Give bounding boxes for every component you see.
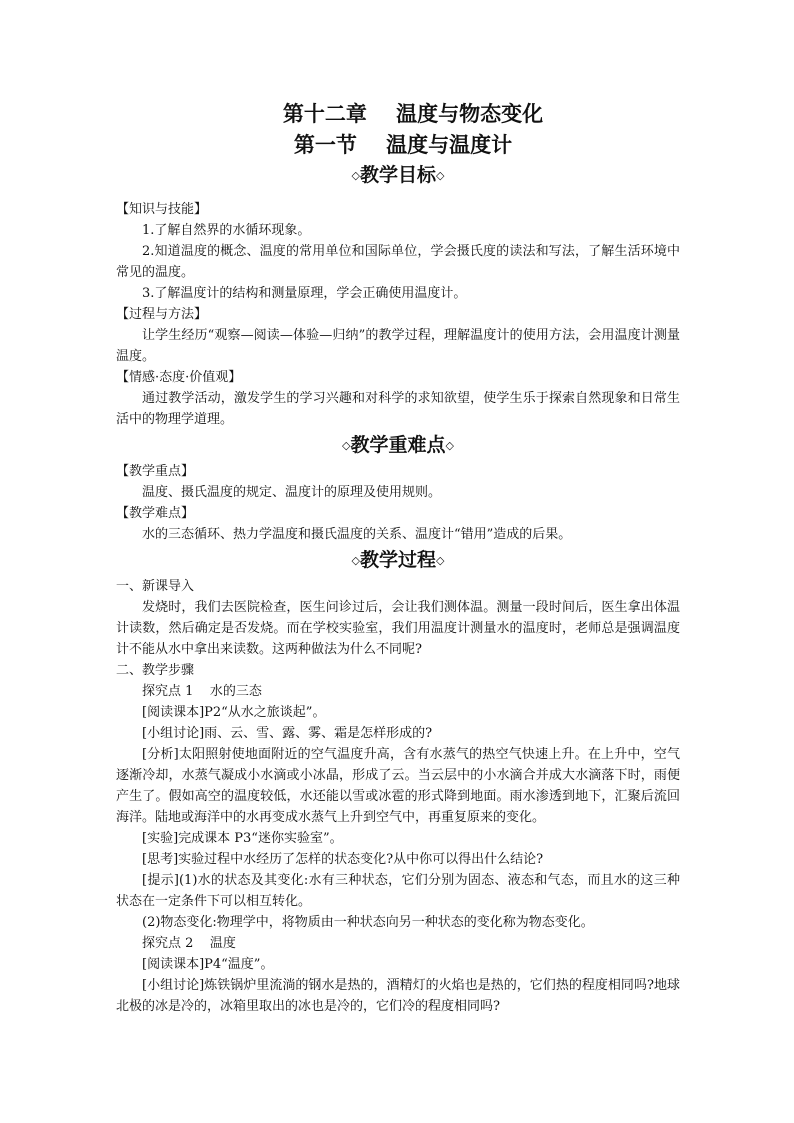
step-paragraph: [小组讨论]炼铁锅炉里流淌的钢水是热的，酒精灯的火焰也是热的，它们热的程度相同吗?地球北极的冰是冷的，冰箱里取出的冰也是冷的，它们冷的程度相同吗? — [116, 978, 680, 1014]
intro-label: 一、新课导入 — [116, 579, 195, 594]
step-paragraph: 探究点 2 温度 — [142, 936, 236, 951]
emotion-text: 通过教学活动，激发学生的学习兴趣和对科学的求知欲望，使学生乐于探索自然现象和日常生活中的物理学道理。 — [116, 391, 680, 427]
process-method-text: 让学生经历“观察—阅读—体验—归纳”的教学过程，理解温度计的使用方法，会用温度计测量温度。 — [116, 328, 680, 364]
section-title: 第一节 温度与温度计 — [293, 132, 513, 157]
intro-text: 发烧时，我们去医院检查，医生问诊过后，会让我们测体温。测量一段时间后，医生拿出体温计读数，然后确定是否发烧。而在学校实验室，我们用温度计测量水的温度时，老师总是强调温度计不能从水中拿出来读数。这两种做法为什么不同呢? — [116, 600, 680, 657]
knowledge-item: 2.知道温度的概念、温度的常用单位和国际单位，学会摄氏度的读法和写法，了解生活环境中常见的温度。 — [116, 244, 680, 280]
step-paragraph: (2)物态变化:物理学中，将物质由一种状态向另一种状态的变化称为物态变化。 — [142, 915, 594, 930]
difficulty-label: 【教学难点】 — [116, 506, 195, 521]
key-points-heading: ◇教学重难点◇ — [342, 434, 454, 456]
step-paragraph: [阅读课本]P2“从水之旅谈起”。 — [142, 705, 326, 720]
step-paragraph: [提示](1)水的状态及其变化:水有三种状态，它们分别为固态、液态和气态，而且水的这三种状态在一定条件下可以相互转化。 — [116, 873, 680, 909]
teaching-process-heading: ◇教学过程◇ — [351, 549, 445, 571]
emotion-label: 【情感·态度·价值观】 — [116, 370, 242, 385]
process-method-label: 【过程与方法】 — [116, 307, 208, 322]
diamond-icon: ◇ — [351, 169, 360, 182]
step-paragraph: [分析]太阳照射使地面附近的空气温度升高，含有水蒸气的热空气快速上升。在上升中，空气逐渐冷却，水蒸气凝成小水滴或小冰晶，形成了云。当云层中的小水滴合并成大水滴落下时，雨便产生了。假如高空的温度较低，水还能以雪或冰雹的形式降到地面。雨水渗透到地下，汇聚后流回海洋。陆地或海洋中的水再变成水蒸气上升到空气中，再重复原来的变化。 — [116, 747, 680, 825]
knowledge-item: 1.了解自然界的水循环现象。 — [142, 223, 311, 238]
difficulty-text: 水的三态循环、热力学温度和摄氏温度的关系、温度计“错用”造成的后果。 — [142, 527, 572, 542]
step-paragraph: [小组讨论]雨、云、雪、露、雾、霜是怎样形成的? — [142, 726, 433, 741]
diamond-icon: ◇ — [351, 554, 360, 567]
diamond-icon: ◇ — [436, 169, 445, 182]
step-paragraph: [实验]完成课本 P3“迷你实验室”。 — [142, 831, 343, 846]
objectives-heading: ◇教学目标◇ — [351, 164, 445, 186]
diamond-icon: ◇ — [342, 439, 351, 452]
chapter-title: 第十二章 温度与物态变化 — [282, 101, 544, 126]
knowledge-item: 3.了解温度计的结构和测量原理，学会正确使用温度计。 — [142, 286, 467, 301]
step-paragraph: [阅读课本]P4“温度”。 — [142, 957, 274, 972]
key-text: 温度、摄氏温度的规定、温度计的原理及使用规则。 — [142, 485, 442, 500]
step-paragraph: [思考]实验过程中水经历了怎样的状态变化?从中你可以得出什么结论? — [142, 852, 544, 867]
knowledge-label: 【知识与技能】 — [116, 202, 208, 217]
steps-label: 二、教学步骤 — [116, 663, 195, 678]
diamond-icon: ◇ — [445, 439, 454, 452]
diamond-icon: ◇ — [436, 554, 445, 567]
key-label: 【教学重点】 — [116, 464, 195, 479]
step-paragraph: 探究点 1 水的三态 — [142, 684, 262, 699]
